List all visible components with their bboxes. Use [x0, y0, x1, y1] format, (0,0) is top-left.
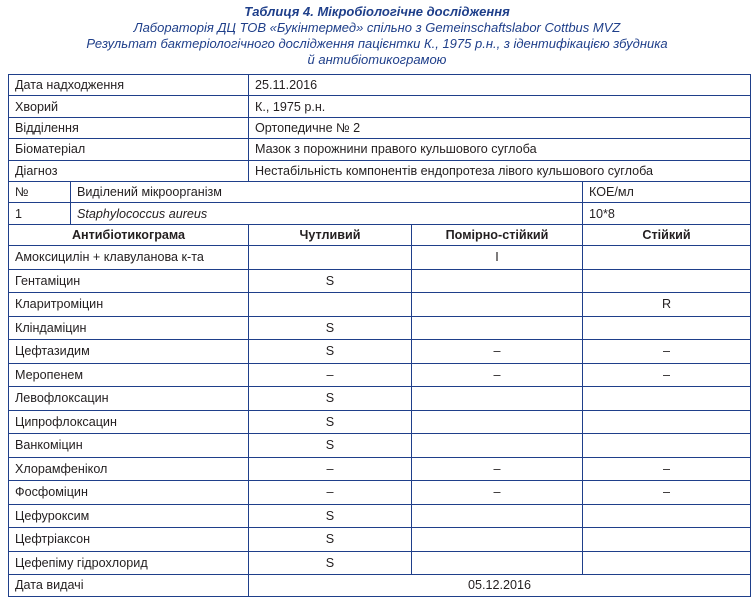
antibiotic-row: [9, 316, 751, 340]
antibiotic-name: Цефтазидим: [9, 340, 249, 364]
resistant-cell: [583, 316, 751, 340]
resistant-cell: [583, 528, 751, 552]
resistant-cell: –: [583, 481, 751, 505]
susceptible-cell: S: [249, 551, 412, 575]
antibiotic-name: Цефуроксим: [9, 504, 249, 528]
info-label: Відділення: [9, 117, 249, 138]
organism-count: 10*8: [583, 203, 751, 224]
info-label: Хворий: [9, 96, 249, 117]
resistant-cell: –: [583, 340, 751, 364]
resistant-cell: –: [583, 363, 751, 387]
issue-date-row: [9, 575, 751, 596]
antibiotic-row: [9, 340, 751, 364]
antibiotic-row: [9, 504, 751, 528]
intermediate-cell: [412, 410, 583, 434]
info-value: Нестабільність компонентів ендопротеза лівого кульшового суглоба: [249, 160, 751, 181]
antibiogram-header-row: [9, 224, 751, 245]
antibiotic-row: [9, 363, 751, 387]
intermediate-cell: [412, 434, 583, 458]
susceptible-cell: [249, 293, 412, 317]
antibiotic-name: Хлорамфенікол: [9, 457, 249, 481]
organism-num-header: №: [9, 181, 71, 202]
antibiotic-name: Цефтріаксон: [9, 528, 249, 552]
issue-date-label: Дата видачі: [9, 575, 249, 596]
intermediate-cell: [412, 504, 583, 528]
organism-name-header: Виділений мікроорганізм: [71, 181, 583, 202]
antibiotic-name: Амоксицилін + клавуланова к-та: [9, 246, 249, 270]
antibiogram-header: Антибіотикограма: [9, 224, 249, 245]
antibiotic-row: [9, 410, 751, 434]
antibiotic-row: [9, 387, 751, 411]
antibiotic-row: [9, 434, 751, 458]
intermediate-cell: [412, 293, 583, 317]
intermediate-cell: –: [412, 363, 583, 387]
susceptible-cell: –: [249, 363, 412, 387]
susceptible-cell: S: [249, 269, 412, 293]
info-label: Дата надходження: [9, 75, 249, 96]
antibiotic-name: Меропенем: [9, 363, 249, 387]
antibiotic-row: [9, 528, 751, 552]
susceptible-cell: S: [249, 434, 412, 458]
intermediate-cell: [412, 387, 583, 411]
caption-line: Лабораторія ДЦ ТОВ «Букінтермед» спільно з Gemeinschaftslabor Cottbus MVZ: [133, 20, 621, 35]
susceptible-cell: S: [249, 340, 412, 364]
resistant-cell: [583, 434, 751, 458]
resistant-cell: [583, 410, 751, 434]
susceptible-cell: S: [249, 410, 412, 434]
intermediate-cell: [412, 528, 583, 552]
organism-header-row: [9, 181, 751, 202]
info-value: К., 1975 р.н.: [249, 96, 751, 117]
resistant-cell: –: [583, 457, 751, 481]
table-caption: [0, 0, 754, 68]
organism-num: 1: [9, 203, 71, 224]
resistant-header: Стійкий: [583, 224, 751, 245]
info-label: Біоматеріал: [9, 139, 249, 160]
antibiotic-name: Ванкоміцин: [9, 434, 249, 458]
intermediate-cell: [412, 551, 583, 575]
info-value: Ортопедичне № 2: [249, 117, 751, 138]
antibiotic-name: Кліндаміцин: [9, 316, 249, 340]
microbiology-table: [8, 74, 751, 597]
intermediate-cell: –: [412, 481, 583, 505]
antibiotic-name: Фосфоміцин: [9, 481, 249, 505]
antibiotic-row: [9, 246, 751, 270]
info-row: [9, 75, 751, 96]
susceptible-cell: [249, 246, 412, 270]
antibiotic-name: Цефепіму гідрохлорид: [9, 551, 249, 575]
antibiotic-row: [9, 293, 751, 317]
organism-name: Staphylococcus aureus: [71, 203, 583, 224]
resistant-cell: [583, 504, 751, 528]
susceptible-cell: S: [249, 504, 412, 528]
antibiotic-row: [9, 481, 751, 505]
resistant-cell: [583, 551, 751, 575]
susceptible-cell: S: [249, 316, 412, 340]
info-value: 25.11.2016: [249, 75, 751, 96]
intermediate-cell: [412, 316, 583, 340]
caption-line: й антибіотикограмою: [307, 52, 447, 67]
susceptible-cell: –: [249, 457, 412, 481]
resistant-cell: R: [583, 293, 751, 317]
issue-date-value: 05.12.2016: [249, 575, 751, 596]
antibiotic-name: Ципрофлоксацин: [9, 410, 249, 434]
susceptible-cell: S: [249, 387, 412, 411]
antibiotic-row: [9, 551, 751, 575]
info-label: Діагноз: [9, 160, 249, 181]
antibiotic-name: Левофлоксацин: [9, 387, 249, 411]
info-row: [9, 96, 751, 117]
intermediate-cell: –: [412, 457, 583, 481]
antibiotic-row: [9, 457, 751, 481]
resistant-cell: [583, 246, 751, 270]
intermediate-header: Помірно-стійкий: [412, 224, 583, 245]
info-row: [9, 160, 751, 181]
susceptible-cell: S: [249, 528, 412, 552]
intermediate-cell: [412, 269, 583, 293]
antibiotic-row: [9, 269, 751, 293]
caption-line: Результат бактеріологічного дослідження пацієнтки К., 1975 р.н., з ідентифікацією збудника: [86, 36, 668, 51]
susceptible-cell: –: [249, 481, 412, 505]
antibiotic-name: Кларитроміцин: [9, 293, 249, 317]
resistant-cell: [583, 269, 751, 293]
info-row: [9, 139, 751, 160]
susceptible-header: Чутливий: [249, 224, 412, 245]
organism-row: [9, 203, 751, 224]
caption-title: Таблиця 4. Мікробіологічне дослідження: [244, 4, 510, 19]
intermediate-cell: I: [412, 246, 583, 270]
intermediate-cell: –: [412, 340, 583, 364]
info-row: [9, 117, 751, 138]
info-value: Мазок з порожнини правого кульшового суглоба: [249, 139, 751, 160]
resistant-cell: [583, 387, 751, 411]
antibiotic-name: Гентаміцин: [9, 269, 249, 293]
organism-count-header: КОЕ/мл: [583, 181, 751, 202]
